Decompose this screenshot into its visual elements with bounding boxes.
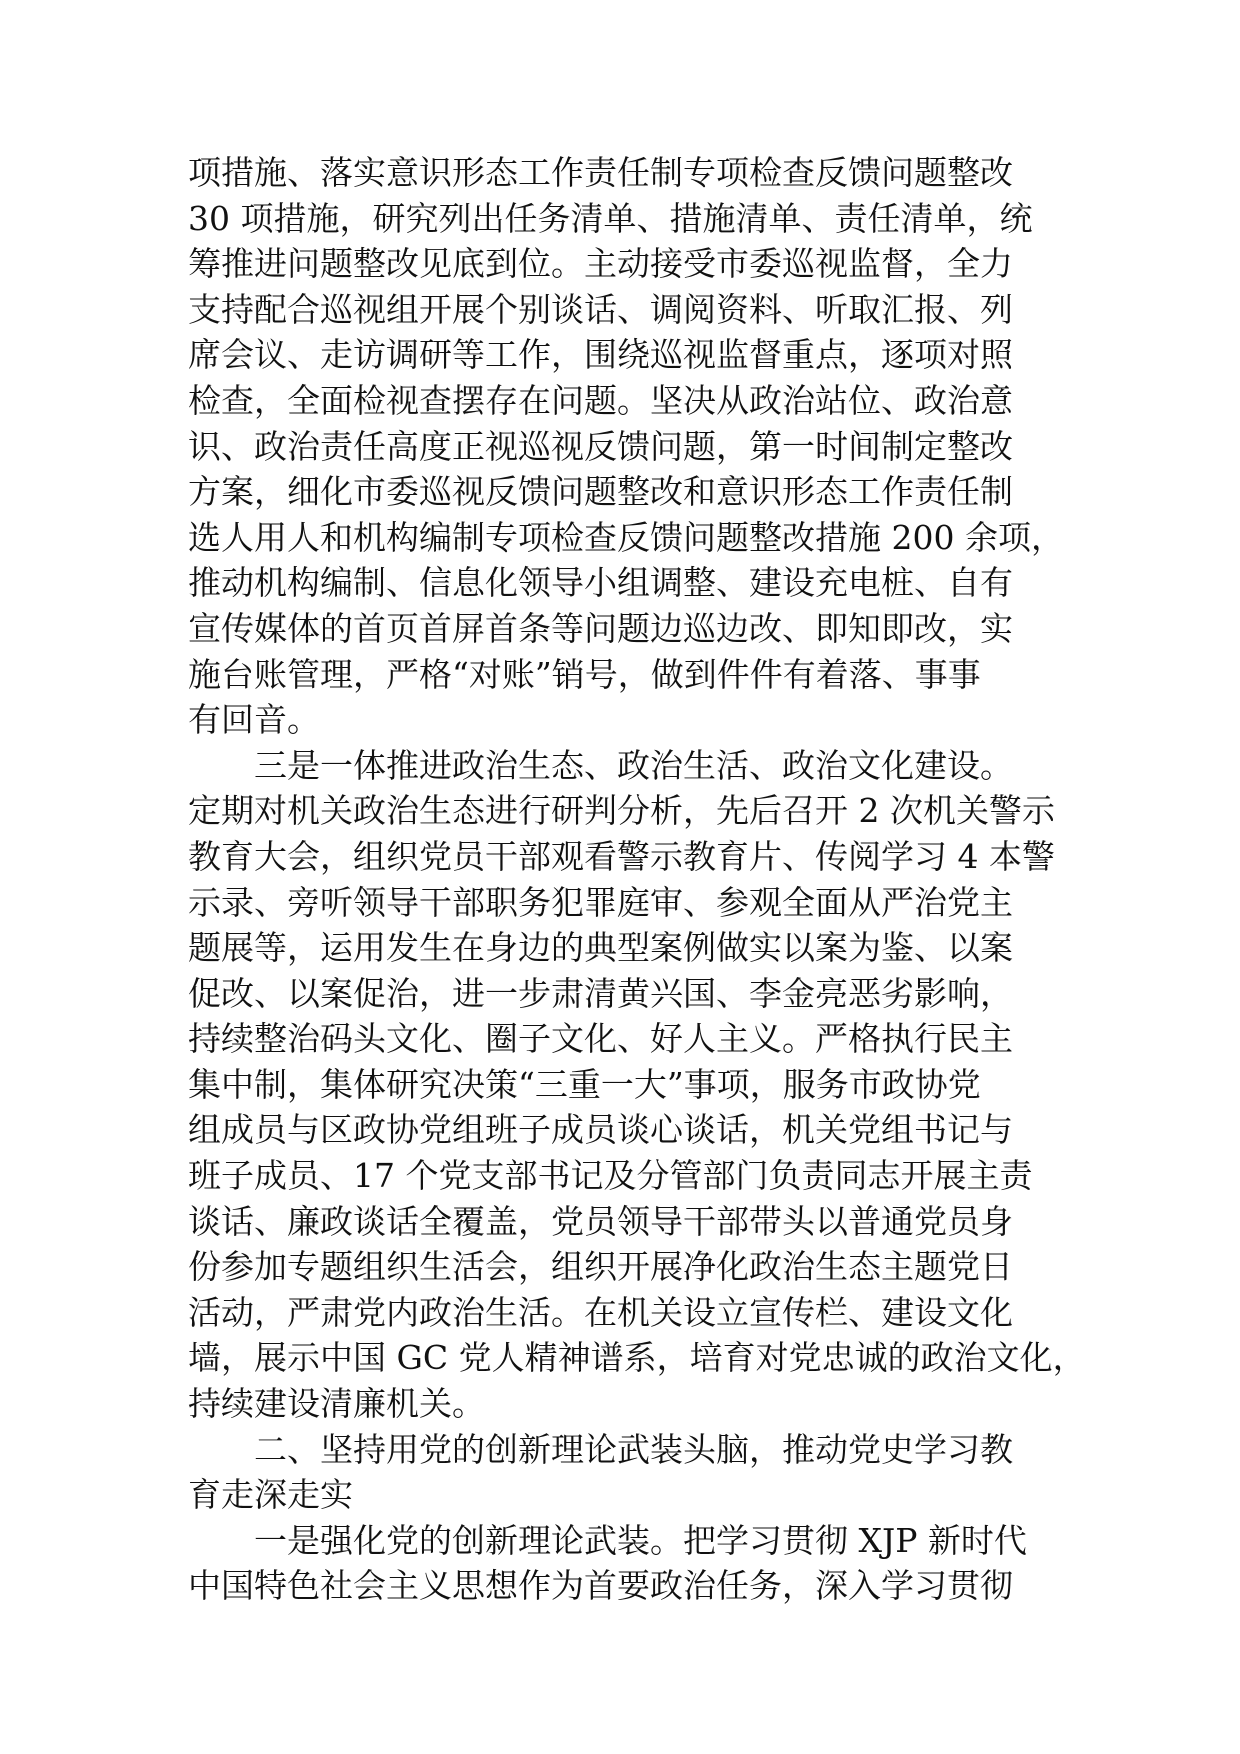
text-line: 教育大会，组织党员干部观看警示教育片、传阅学习 4 本警 [188,836,1055,876]
text-line: 组成员与区政协党组班子成员谈心谈话，机关党组书记与 [188,1110,1013,1150]
text-line: 识、政治责任高度正视巡视反馈问题，第一时间制定整改 [188,426,1013,466]
text-line: 宣传媒体的首页首屏首条等问题边巡边改、即知即改，实 [188,608,1013,648]
text-line: 选人用人和机构编制专项检查反馈问题整改措施 200 余项， [188,517,1064,557]
text-line: 墙，展示中国 GC 党人精神谱系，培育对党忠诚的政治文化， [188,1338,1086,1378]
text-line: 持续建设清廉机关。 [188,1384,485,1424]
text-line: 集中制，集体研究决策“三重一大”事项，服务市政协党 [188,1064,981,1104]
text-line: 份参加专题组织生活会，组织开展净化政治生态主题党日 [188,1247,1013,1287]
text-line: 示录、旁听领导干部职务犯罪庭审、参观全面从严治党主 [188,882,1013,922]
text-line: 检查，全面检视查摆存在问题。坚决从政治站位、政治意 [188,380,1013,420]
text-line: 持续整治码头文化、圈子文化、好人主义。严格执行民主 [188,1019,1013,1059]
text-line: 有回音。 [188,700,320,740]
text-line: 项措施、落实意识形态工作责任制专项检查反馈问题整改 [188,153,1013,192]
text-line: 题展等，运用发生在身边的典型案例做实以案为鉴、以案 [188,928,1013,968]
text-line: 活动，严肃党内政治生活。在机关设立宣传栏、建设文化 [188,1292,1013,1332]
text-line: 定期对机关政治生态进行研判分析，先后召开 2 次机关警示 [188,791,1055,831]
text-line: 席会议、走访调研等工作，围绕巡视监督重点，逐项对照 [188,335,1013,375]
paragraph-start: 三是一体推进政治生态、政治生活、政治文化建设。 [254,745,1013,785]
text-line: 支持配合巡视组开展个别谈话、调阅资料、听取汇报、列 [188,289,1013,329]
text-line: 谈话、廉政谈话全覆盖，党员领导干部带头以普通党员身 [188,1201,1013,1241]
paragraph-start: 一是强化党的创新理论武装。把学习贯彻 XJP 新时代 [254,1520,1027,1560]
text-line: 推动机构编制、信息化领导小组调整、建设充电桩、自有 [188,563,1013,603]
document-page [188,150,1088,1609]
text-line: 筹推进问题整改见底到位。主动接受市委巡视监督，全力 [188,244,1013,284]
text-line: 施台账管理，严格“对账”销号，做到件件有着落、事事 [188,654,981,694]
text-line: 方案，细化市委巡视反馈问题整改和意识形态工作责任制 [188,472,1013,512]
text-line: 30 项措施，研究列出任务清单、措施清单、责任清单，统 [188,198,1033,238]
section-heading: 二、坚持用党的创新理论武装头脑，推动党史学习教 [254,1429,1013,1469]
text-line: 班子成员、17 个党支部书记及分管部门负责同志开展主责 [188,1156,1033,1196]
section-heading-continued: 育走深走实 [188,1475,353,1515]
text-line: 促改、以案促治，进一步肃清黄兴国、李金亮恶劣影响， [188,973,1013,1013]
text-line: 中国特色社会主义思想作为首要政治任务，深入学习贯彻 [188,1566,1013,1606]
